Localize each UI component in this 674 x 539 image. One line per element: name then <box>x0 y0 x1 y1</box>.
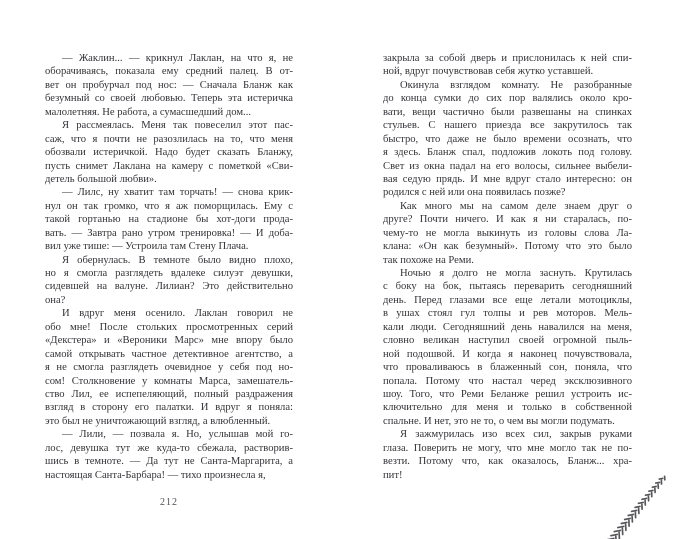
text-line: ной подошвой. И когда я наконец почувствовала, <box>383 348 632 360</box>
text-line: клана: «Он как безумный». Потому что это было <box>383 241 632 253</box>
paragraph <box>383 428 632 482</box>
text-line: вет он пробурчал под нос: — Сначала Бланж как <box>45 79 293 91</box>
text-line: чему-то не могла выкинуть из головы слова Ла- <box>383 227 632 239</box>
text-line: сидевшей на валуне. Лилиан? Это действительно <box>45 281 293 293</box>
text-line: Как много мы на самом деле знаем друг о <box>400 200 632 212</box>
text-line: спальне. И нет, это не то, о чем вы могли подумать. <box>383 415 615 427</box>
text-line: родился с ней или она появилась позже? <box>383 187 566 199</box>
text-line: глаза. Поверить не могу, что мне могло так не по- <box>383 442 632 454</box>
text-line: безумный со своей любовью. Теперь эта истеричка <box>45 93 293 105</box>
text-line: закрыла за собой дверь и прислонилась к ней спи- <box>383 53 632 64</box>
paragraph <box>383 200 632 267</box>
text-line: она? <box>45 294 66 306</box>
page-number: 212 <box>160 497 178 508</box>
text-line: Я зажмурилась изо всех сил, закрыв руками <box>400 429 632 441</box>
text-line: до конца сумки до сих пор валялись около кро- <box>383 93 632 105</box>
text-line: вил уже тише: — Устроила там Стену Плача. <box>45 241 249 253</box>
text-line: взгляд в сторону его палатки. И вдруг я поняла: <box>45 402 293 414</box>
text-line: друге? Почти ничего. И как я ни старалась, по- <box>383 214 632 226</box>
text-line: я не смогла разглядеть очевидное у себя под но- <box>45 362 293 374</box>
text-line: детель большой любви». <box>45 173 157 185</box>
text-line: ключительно для меня и только в собственной <box>383 402 632 414</box>
text-line: в ушах стоял гул толпы и рев моторов. Мель- <box>383 308 632 320</box>
text-line: — Лили, — позвала я. Но, услышав мой го- <box>62 429 293 441</box>
text-line: быстро, что даже не было времени осознать, что <box>383 133 632 145</box>
text-line: с боку на бок, пытаясь переварить сегодняшний <box>383 281 632 293</box>
text-line: ной, вдруг почувствовав себя жутко уставшей. <box>383 66 594 78</box>
wheat-branch-ornament-icon <box>604 474 670 539</box>
text-line: это был не уничтожающий взгляд, а влюбленный. <box>45 415 271 427</box>
paragraph <box>45 307 293 428</box>
text-line: кали люди. Сегодняшний день навалился на меня, <box>383 321 632 333</box>
text-line: малолетняя. Не работа, а сумасшедший дом... <box>45 106 251 118</box>
text-line: обо мне! После стольких просмотренных серий <box>45 321 293 333</box>
text-line: Ночью я долго не могла заснуть. Крутилась <box>400 268 632 279</box>
text-line: пит! <box>383 469 403 481</box>
text-line: оборачиваясь, показала ему средний палец. В от- <box>45 66 293 78</box>
text-line: шоу. Того, что Реми Беланже решил устроить ис- <box>383 388 632 400</box>
paragraph <box>383 79 632 200</box>
text-line: — Жаклин... — крикнул Лаклан, на что я, не <box>62 53 293 64</box>
text-line: ство Лил, ее испепеляющий, полный раздражения <box>45 388 293 400</box>
paragraph <box>45 428 293 482</box>
paragraph <box>45 52 293 119</box>
text-line: но я смогла разглядеть вдалеке силуэт девушки, <box>45 268 293 279</box>
paragraph <box>383 52 632 79</box>
paragraph <box>45 119 293 186</box>
text-line: вать. — Завтра рано утром тренировка! — И доба- <box>45 227 293 239</box>
paragraph <box>45 186 293 253</box>
text-line: настоящая Санта-Барбара! — тихо произнесла я, <box>45 469 266 481</box>
paragraph <box>383 267 632 428</box>
text-line: такой гортанью на стадионе бы хот-доги прода- <box>45 214 293 226</box>
text-line: так похоже на Реми. <box>383 254 474 266</box>
right-page-text <box>383 52 632 482</box>
text-line: пусть снимет Лаклана на камеру с пометкой «Сви- <box>45 160 293 172</box>
text-line: Свет из окна падал на его волосы, сильнее выбели- <box>383 160 632 172</box>
text-line: я здесь. Бланж спал, подложив локоть под голову. <box>383 147 632 159</box>
left-page-text <box>45 52 293 482</box>
text-line: Я рассмеялась. Меня так повеселил этот пас- <box>62 120 293 132</box>
text-line: словно великан наступил своей огромной пыль- <box>383 335 632 347</box>
text-line: саж, что я почти не разозлилась на то, что меня <box>45 133 293 145</box>
text-line: попала. Потому что настал черед эксклюзивного <box>383 375 632 387</box>
text-line: день. Перед глазами все еще летали мотоциклы, <box>383 294 632 306</box>
text-line: что проваливаюсь в блаженный сон, поняла, что <box>383 362 632 374</box>
text-line: Окинула взглядом комнату. Не разобранные <box>400 79 632 91</box>
text-line: стульев. С нашего приезда все закрутилось так <box>383 120 632 132</box>
text-line: вати, вещи частично были развешаны на спинках <box>383 106 632 118</box>
text-line: шись в темноте. — Да тут не Санта-Маргарита, а <box>45 456 293 468</box>
text-line: лос, девушка тут же куда-то сбежала, растворив- <box>45 442 293 454</box>
text-line: вая седую прядь. И мне вдруг стало интересно: он <box>383 173 632 185</box>
text-line: «Декстера» и «Вероники Марс» мне впору было <box>45 335 293 347</box>
text-line: сом! Столкновение у комнаты Марса, замешатель- <box>45 375 293 387</box>
text-line: Я обернулась. В темноте было видно плохо, <box>62 254 293 266</box>
text-line: обозвали истеричкой. Надо будет сказать Бланжу, <box>45 147 293 159</box>
text-line: — Лилс, ну хватит там торчать! — снова крик- <box>62 187 293 199</box>
text-line: везти. Потому что, как оказалось, Бланж... хра- <box>383 456 632 468</box>
text-line: нул он так громко, что я аж поморщилась. Ему с <box>45 200 293 212</box>
paragraph <box>45 254 293 308</box>
text-line: И вдруг меня осенило. Лаклан говорил не <box>62 308 293 320</box>
text-line: самой открывать частное детективное агентство, а <box>45 348 293 360</box>
